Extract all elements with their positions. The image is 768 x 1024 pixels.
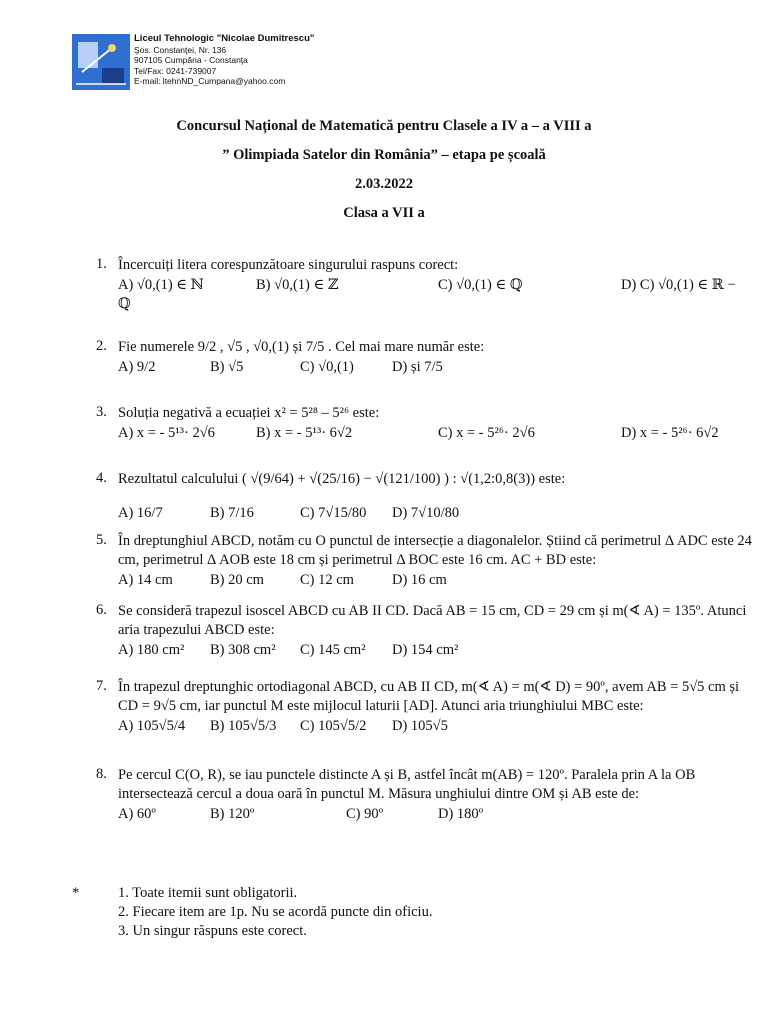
question-text: Rezultatul calculului ( √(9/64) + √(25/16) − √(121/100) ) : √(1,2:0,8(3)) este: — [118, 471, 566, 487]
option-d[interactable]: D) C) √0,(1) ∈ ℝ − — [621, 277, 736, 293]
option-b[interactable]: B) 7/16 — [210, 505, 254, 521]
question-text: În dreptunghiul ABCD, notăm cu O punctul de intersecție a diagonalelor. Știind că perimetrul Δ ADC este 24 cm, perimetrul Δ AOB este 18 cm și perimetrul Δ BOC este 16 cm. AC + BD este: — [118, 533, 752, 568]
question-3 — [96, 404, 760, 443]
question-text: Pe cercul C(O, R), se iau punctele distincte A și B, astfel încât m(AB) = 120º. Paralela prin A la OB intersectează cercul a doua oară în punctul M. Măsura unghiului dintre OM și AB este de: — [118, 767, 696, 802]
note-line-2: 2. Fiecare item are 1p. Nu se acordă puncte din oficiu. — [118, 904, 433, 920]
question-7 — [96, 678, 760, 736]
option-c[interactable]: C) √0,(1) ∈ ℚ — [438, 277, 523, 293]
answer-options — [118, 275, 760, 295]
question-text: Fie numerele 9/2 , √5 , √0,(1) și 7/5 . Cel mai mare număr este: — [118, 339, 485, 355]
option-a[interactable]: A) 105√5/4 — [118, 718, 186, 734]
class-title: Clasa a VII a — [343, 205, 425, 221]
option-c[interactable]: C) 12 cm — [300, 572, 354, 588]
question-number: 4. — [96, 470, 107, 486]
question-5 — [96, 532, 760, 590]
option-a[interactable]: A) 14 cm — [118, 572, 173, 588]
question-text: Încercuiți litera corespunzătoare singurului raspuns corect: — [118, 257, 459, 273]
question-number: 5. — [96, 532, 107, 548]
option-d[interactable]: D) și 7/5 — [392, 359, 443, 375]
option-b[interactable]: B) √0,(1) ∈ ℤ — [256, 277, 339, 293]
note-line-3: 3. Un singur răspuns este corect. — [118, 923, 307, 939]
question-number: 1. — [96, 256, 107, 272]
option-d[interactable]: D) 7√10/80 — [392, 505, 460, 521]
question-number: 7. — [96, 678, 107, 694]
option-a[interactable]: A) 180 cm² — [118, 642, 185, 658]
answer-options — [118, 503, 760, 523]
school-name: Liceul Tehnologic "Nicolae Dumitrescu" — [134, 33, 315, 44]
option-b[interactable]: B) 105√5/3 — [210, 718, 277, 734]
instructions-notes — [72, 884, 672, 941]
question-text: Se consideră trapezul isoscel ABCD cu AB II CD. Dacă AB = 15 cm, CD = 29 cm și m(∢ A) = 135º. Atunci aria trapezului ABCD este: — [118, 603, 747, 638]
olympiad-title: ” Olimpiada Satelor din România” – etapa pe școală — [222, 147, 546, 163]
exam-date: 2.03.2022 — [355, 176, 413, 192]
question-text: Soluția negativă a ecuației x² = 5²⁸ – 5²⁶ este: — [118, 405, 380, 421]
note-line-1: 1. Toate itemii sunt obligatorii. — [118, 885, 298, 901]
contest-title: Concursul Național de Matematică pentru Clasele a IV a – a VIII a — [176, 118, 592, 134]
option-b[interactable]: B) 308 cm² — [210, 642, 276, 658]
option-b[interactable]: B) √5 — [210, 359, 244, 375]
option-a[interactable]: A) 16/7 — [118, 505, 163, 521]
notes-asterisk: * — [72, 885, 80, 901]
question-6 — [96, 602, 760, 660]
document-titles — [0, 118, 768, 234]
option-b[interactable]: B) x = - 5¹³· 6√2 — [256, 425, 353, 441]
question-text: În trapezul dreptunghic ortodiagonal ABCD, cu AB II CD, m(∢ A) = m(∢ D) = 90º, avem AB = 5√5 cm și CD = 9√5 cm, iar punctul M este mijlocul laturii [AD]. Atunci aria triunghiului MBC este: — [118, 679, 740, 714]
option-c[interactable]: C) 90º — [346, 806, 384, 822]
school-logo — [72, 34, 130, 90]
option-b[interactable]: B) 120º — [210, 806, 255, 822]
option-d[interactable]: D) x = - 5²⁶· 6√2 — [621, 425, 719, 441]
option-a[interactable]: A) x = - 5¹³· 2√6 — [118, 425, 215, 441]
answer-options — [118, 357, 760, 377]
school-email: E-mail: ltehnND_Cumpana@yahoo.com — [134, 76, 286, 86]
school-phone: Tel/Fax: 0241-739007 — [134, 65, 217, 76]
question-8 — [96, 766, 760, 824]
option-c[interactable]: C) 105√5/2 — [300, 718, 367, 734]
question-1 — [96, 256, 760, 314]
school-info — [134, 34, 314, 94]
option-d-continuation: ℚ — [118, 296, 131, 312]
option-b[interactable]: B) 20 cm — [210, 572, 264, 588]
option-d[interactable]: D) 16 cm — [392, 572, 447, 588]
question-number: 8. — [96, 766, 107, 782]
option-d[interactable]: D) 180º — [438, 806, 484, 822]
option-a[interactable]: A) √0,(1) ∈ ℕ — [118, 277, 204, 293]
option-c[interactable]: C) 7√15/80 — [300, 505, 367, 521]
question-number: 3. — [96, 404, 107, 420]
option-d[interactable]: D) 105√5 — [392, 718, 448, 734]
option-c[interactable]: C) x = - 5²⁶· 2√6 — [438, 425, 535, 441]
answer-options — [118, 570, 760, 590]
option-a[interactable]: A) 9/2 — [118, 359, 156, 375]
answer-options — [118, 423, 760, 443]
answer-options — [118, 716, 760, 736]
option-a[interactable]: A) 60º — [118, 806, 156, 822]
option-d[interactable]: D) 154 cm² — [392, 642, 459, 658]
question-4 — [96, 470, 760, 523]
school-header — [72, 34, 314, 94]
question-2 — [96, 338, 760, 377]
school-city: 907105 Cumpăna - Constanţa — [134, 55, 248, 65]
school-address: Şos. Constanţei, Nr. 136 — [134, 44, 227, 55]
answer-options — [118, 640, 760, 660]
answer-options — [118, 804, 760, 824]
option-c[interactable]: C) √0,(1) — [300, 359, 354, 375]
question-number: 2. — [96, 338, 107, 354]
question-number: 6. — [96, 602, 107, 618]
option-c[interactable]: C) 145 cm² — [300, 642, 366, 658]
